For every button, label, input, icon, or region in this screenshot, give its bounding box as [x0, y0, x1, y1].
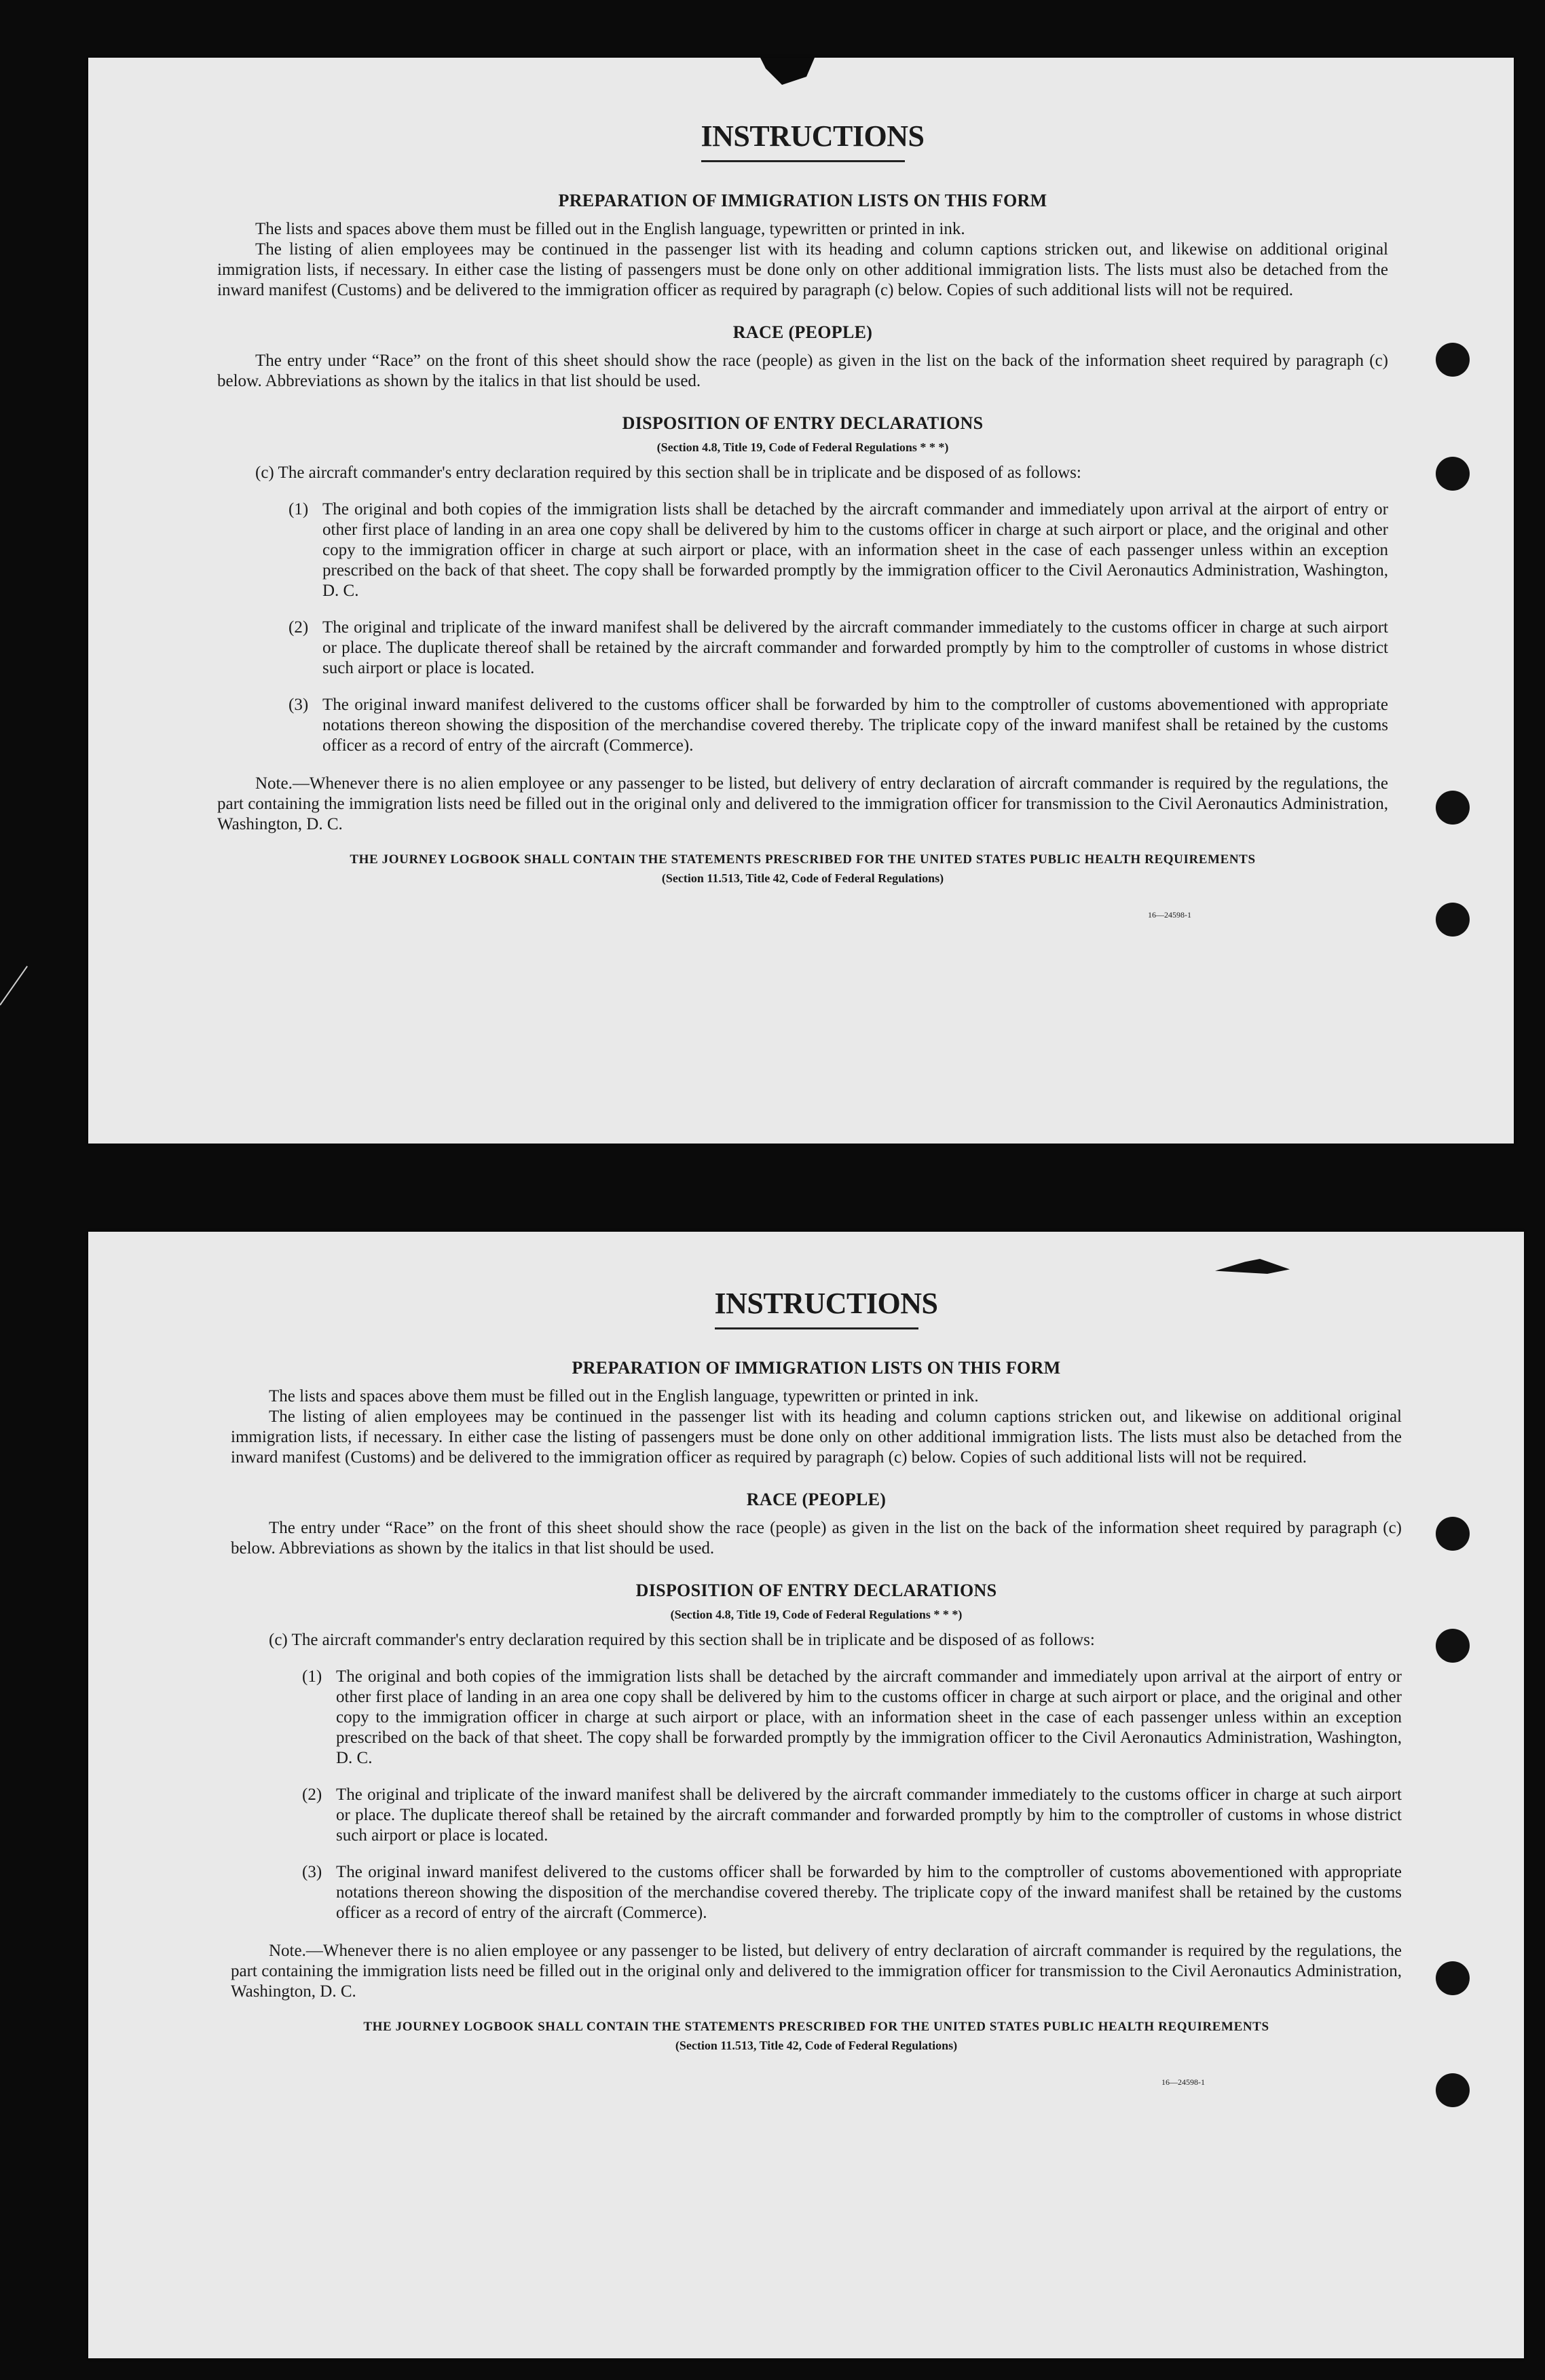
list-item — [217, 695, 1388, 756]
section-heading-race: RACE (PEOPLE) — [732, 322, 873, 342]
paragraph-alien-employees: The listing of alien employees may be continued in the passenger list with its heading and column captions stricken out, and likewise on additional original immigration lists, if necessary. In either case the listing of passengers must be done only on other additional immigration lists. The lists must also be detached from the inward manifest (Customs) and be delivered to the immigration officer as required by paragraph (c) below. Copies of such additional lists will not be required. — [231, 1408, 1402, 1467]
punch-hole — [1436, 1629, 1470, 1663]
section-heading-preparation: PREPARATION OF IMMIGRATION LISTS ON THIS FORM — [572, 1358, 1061, 1378]
punch-hole — [1436, 2073, 1470, 2107]
paragraph-lists-spaces: The lists and spaces above them must be filled out in the English language, typewritten or printed in ink. — [269, 1387, 979, 1405]
section-heading-disposition: DISPOSITION OF ENTRY DECLARATIONS — [622, 413, 984, 433]
punch-hole — [1436, 1961, 1470, 1995]
list-item — [231, 1785, 1402, 1846]
list-item — [217, 499, 1388, 601]
punch-hole — [1436, 343, 1470, 377]
paragraph-race-entry: The entry under “Race” on the front of this sheet should show the race (people) as given in the list on the back of the information sheet required by paragraph (c) below. Abbreviations as shown by the italics in that list should be used. — [231, 1519, 1402, 1557]
item-text: The original inward manifest delivered to the customs officer shall be forwarded by him to the comptroller of customs abovementioned with appropriate notations thereon showing the disposition of the merchandise covered thereby. The triplicate copy of the inward manifest shall be retained by the customs officer as a record of entry of the aircraft (Commerce). — [336, 1863, 1402, 1922]
paragraph-race-entry: The entry under “Race” on the front of this sheet should show the race (people) as given in the list on the back of the information sheet required by paragraph (c) below. Abbreviations as shown by the italics in that list should be used. — [217, 352, 1388, 390]
list-item — [231, 1862, 1402, 1923]
item-text: The original inward manifest delivered to the customs officer shall be forwarded by him to the comptroller of customs abovementioned with appropriate notations thereon showing the disposition of the merchandise covered thereby. The triplicate copy of the inward manifest shall be retained by the customs officer as a record of entry of the aircraft (Commerce). — [322, 696, 1388, 755]
logbook-statement: THE JOURNEY LOGBOOK SHALL CONTAIN THE STATEMENTS PRESCRIBED FOR THE UNITED STATES PUBLIC HEALTH REQUIREMENTS — [350, 852, 1256, 867]
form-number: 16—24598-1 — [1161, 2077, 1205, 2087]
note-paragraph: Note.—Whenever there is no alien employee or any passenger to be listed, but delivery of entry declaration of aircraft commander is required by the regulations, the part containing the immigration lists need be filled out in the original only and delivered to the immigration officer for transmission to the Civil Aeronautics Administration, Washington, D. C. — [217, 774, 1388, 833]
punch-hole — [1436, 457, 1470, 491]
form-number: 16—24598-1 — [1148, 910, 1191, 920]
logbook-reference: (Section 11.513, Title 42, Code of Federal Regulations) — [661, 871, 944, 885]
item-number: (1) — [288, 500, 309, 518]
paragraph-lists-spaces: The lists and spaces above them must be filled out in the English language, typewritten or printed in ink. — [255, 220, 965, 238]
item-number: (2) — [288, 618, 309, 637]
item-number: (2) — [302, 1786, 322, 1804]
section-heading-preparation: PREPARATION OF IMMIGRATION LISTS ON THIS FORM — [558, 191, 1047, 210]
section-reference: (Section 4.8, Title 19, Code of Federal Regulations * * *) — [670, 1608, 963, 1621]
section-reference: (Section 4.8, Title 19, Code of Federal Regulations * * *) — [656, 440, 949, 454]
item-text: The original and both copies of the immigration lists shall be detached by the aircraft commander and immediately upon arrival at the airport of entry or other first place of landing in an area one copy shall be delivered by him to the customs officer in charge at such airport or place, and the original and other copy to the immigration officer in charge at such airport or place, with an information sheet in the case of each passenger unless within an exception prescribed on the back of that sheet. The copy shall be forwarded promptly by the immigration officer to the Civil Aeronautics Administration, Washington, D. C. — [322, 500, 1388, 600]
note-paragraph: Note.—Whenever there is no alien employee or any passenger to be listed, but delivery of entry declaration of aircraft commander is required by the regulations, the part containing the immigration lists need be filled out in the original only and delivered to the immigration officer for transmission to the Civil Aeronautics Administration, Washington, D. C. — [231, 1942, 1402, 2001]
logbook-reference: (Section 11.513, Title 42, Code of Federal Regulations) — [675, 2039, 958, 2052]
item-number: (3) — [288, 696, 309, 714]
sheet-content — [217, 119, 1388, 920]
section-heading-race: RACE (PEOPLE) — [746, 1490, 887, 1509]
sheet-title: INSTRUCTIONS — [715, 1286, 918, 1329]
paragraph-alien-employees: The listing of alien employees may be continued in the passenger list with its heading and column captions stricken out, and likewise on additional original immigration lists, if necessary. In either case the listing of passengers must be done only on other additional immigration lists. The lists must also be detached from the inward manifest (Customs) and be delivered to the immigration officer as required by paragraph (c) below. Copies of such additional lists will not be required. — [217, 240, 1388, 299]
sheet-title: INSTRUCTIONS — [701, 119, 905, 162]
paragraph-c: (c) The aircraft commander's entry declaration required by this section shall be in triplicate and be disposed of as follows: — [269, 1631, 1095, 1649]
logbook-statement: THE JOURNEY LOGBOOK SHALL CONTAIN THE STATEMENTS PRESCRIBED FOR THE UNITED STATES PUBLIC HEALTH REQUIREMENTS — [363, 2020, 1269, 2034]
item-number: (1) — [302, 1667, 322, 1686]
item-text: The original and triplicate of the inward manifest shall be delivered by the aircraft commander immediately to the customs officer in charge at such airport or place. The duplicate thereof shall be retained by the aircraft commander and forwarded promptly by him to the comptroller of customs in whose district such airport or place is located. — [336, 1786, 1402, 1845]
punch-hole — [1436, 1517, 1470, 1551]
sheet-content — [231, 1286, 1402, 2088]
paragraph-c: (c) The aircraft commander's entry declaration required by this section shall be in triplicate and be disposed of as follows: — [255, 464, 1081, 482]
punch-hole — [1436, 791, 1470, 825]
item-text: The original and triplicate of the inward manifest shall be delivered by the aircraft commander immediately to the customs officer in charge at such airport or place. The duplicate thereof shall be retained by the aircraft commander and forwarded promptly by him to the comptroller of customs in whose district such airport or place is located. — [322, 618, 1388, 677]
scan-artifact-line — [0, 966, 28, 1005]
list-item — [217, 618, 1388, 679]
item-number: (3) — [302, 1863, 322, 1881]
instruction-sheet-top — [88, 58, 1514, 1144]
section-heading-disposition: DISPOSITION OF ENTRY DECLARATIONS — [635, 1581, 997, 1600]
item-text: The original and both copies of the immigration lists shall be detached by the aircraft commander and immediately upon arrival at the airport of entry or other first place of landing in an area one copy shall be delivered by him to the customs officer in charge at such airport or place, and the original and other copy to the immigration officer in charge at such airport or place, with an information sheet in the case of each passenger unless within an exception prescribed on the back of that sheet. The copy shall be forwarded promptly by the immigration officer to the Civil Aeronautics Administration, Washington, D. C. — [336, 1667, 1402, 1767]
punch-hole — [1436, 903, 1470, 937]
instruction-sheet-bottom — [88, 1232, 1524, 2358]
list-item — [231, 1667, 1402, 1769]
